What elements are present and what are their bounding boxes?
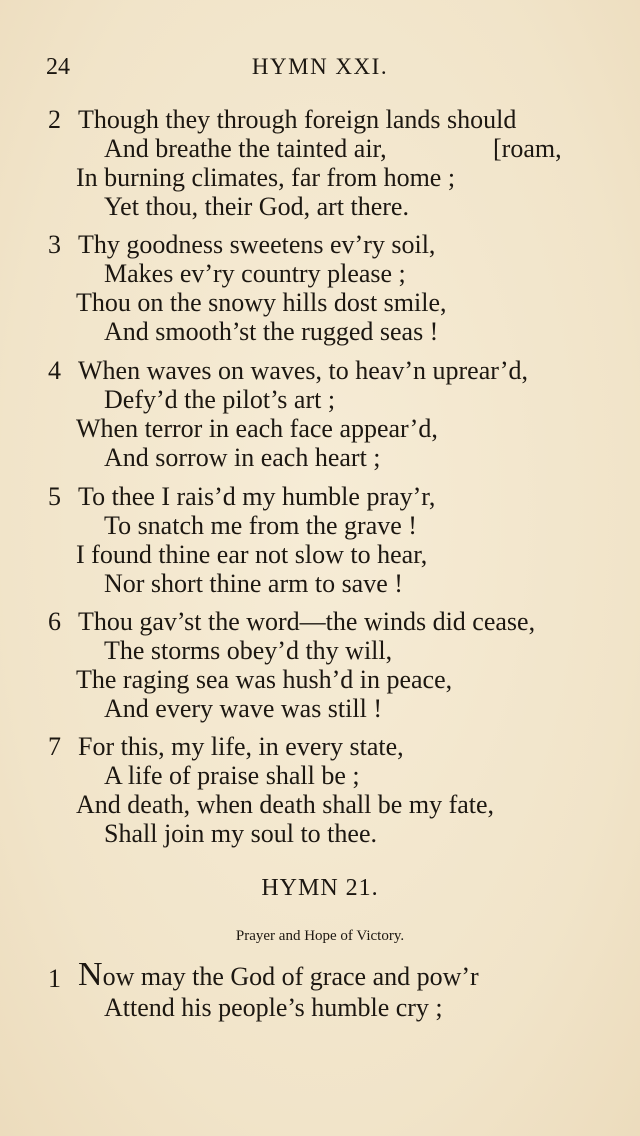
stanza-number: 3 bbox=[48, 230, 61, 259]
stanza-number: 2 bbox=[48, 105, 61, 134]
verse-line bbox=[78, 956, 479, 993]
running-title: HYMN XXI. bbox=[251, 54, 389, 79]
stanza-number: 7 bbox=[48, 732, 61, 761]
verse-line: A life of praise shall be ; bbox=[104, 761, 360, 790]
verse-line: Thy goodness sweetens ev’ry soil, bbox=[78, 230, 436, 259]
verse-line-rest: ow may the God of grace and pow’r bbox=[102, 962, 479, 991]
verse-line: Nor short thine arm to save ! bbox=[104, 569, 403, 598]
verse-line: When terror in each face appear’d, bbox=[76, 414, 438, 443]
stanza-number: 4 bbox=[48, 356, 61, 385]
verse-line: Thou gav’st the word—the winds did cease, bbox=[78, 607, 536, 636]
drop-cap: N bbox=[78, 956, 103, 993]
hymn-subtitle: Prayer and Hope of Victory. bbox=[235, 928, 405, 944]
verse-line: And breathe the tainted air, bbox=[104, 134, 387, 163]
verse-line: Yet thou, their God, art there. bbox=[104, 192, 409, 221]
verse-line: In burning climates, far from home ; bbox=[76, 163, 456, 192]
verse-line: The storms obey’d thy will, bbox=[104, 636, 393, 665]
page-number: 24 bbox=[46, 54, 70, 80]
stanza-number: 5 bbox=[48, 482, 61, 511]
page-header bbox=[0, 54, 640, 86]
verse-line: Attend his people’s humble cry ; bbox=[104, 993, 443, 1022]
verse-line: To snatch me from the grave ! bbox=[104, 511, 417, 540]
verse-line: Thou on the snowy hills dost smile, bbox=[76, 288, 447, 317]
verse-line: Shall join my soul to thee. bbox=[104, 819, 377, 848]
verse-line: To thee I rais’d my humble pray’r, bbox=[78, 482, 436, 511]
stanza-number: 6 bbox=[48, 607, 61, 636]
verse-line: For this, my life, in every state, bbox=[78, 732, 404, 761]
verse-line: Makes ev’ry country please ; bbox=[104, 259, 406, 288]
verse-line: And smooth’st the rugged seas ! bbox=[104, 317, 439, 346]
verse-line: Though they through foreign lands should bbox=[78, 105, 517, 134]
verse-line: And sorrow in each heart ; bbox=[104, 443, 381, 472]
verse-line: I found thine ear not slow to hear, bbox=[76, 540, 428, 569]
verse-line: Defy’d the pilot’s art ; bbox=[104, 385, 336, 414]
verse-line: And death, when death shall be my fate, bbox=[76, 790, 495, 819]
verse-line: The raging sea was hush’d in peace, bbox=[76, 665, 453, 694]
hymn-heading: HYMN 21. bbox=[261, 875, 379, 901]
verse-line: When waves on waves, to heav’n uprear’d, bbox=[78, 356, 529, 385]
verse-line: And every wave was still ! bbox=[104, 694, 382, 723]
stanza-number: 1 bbox=[48, 964, 61, 993]
turnover-word: [roam, bbox=[493, 134, 562, 163]
